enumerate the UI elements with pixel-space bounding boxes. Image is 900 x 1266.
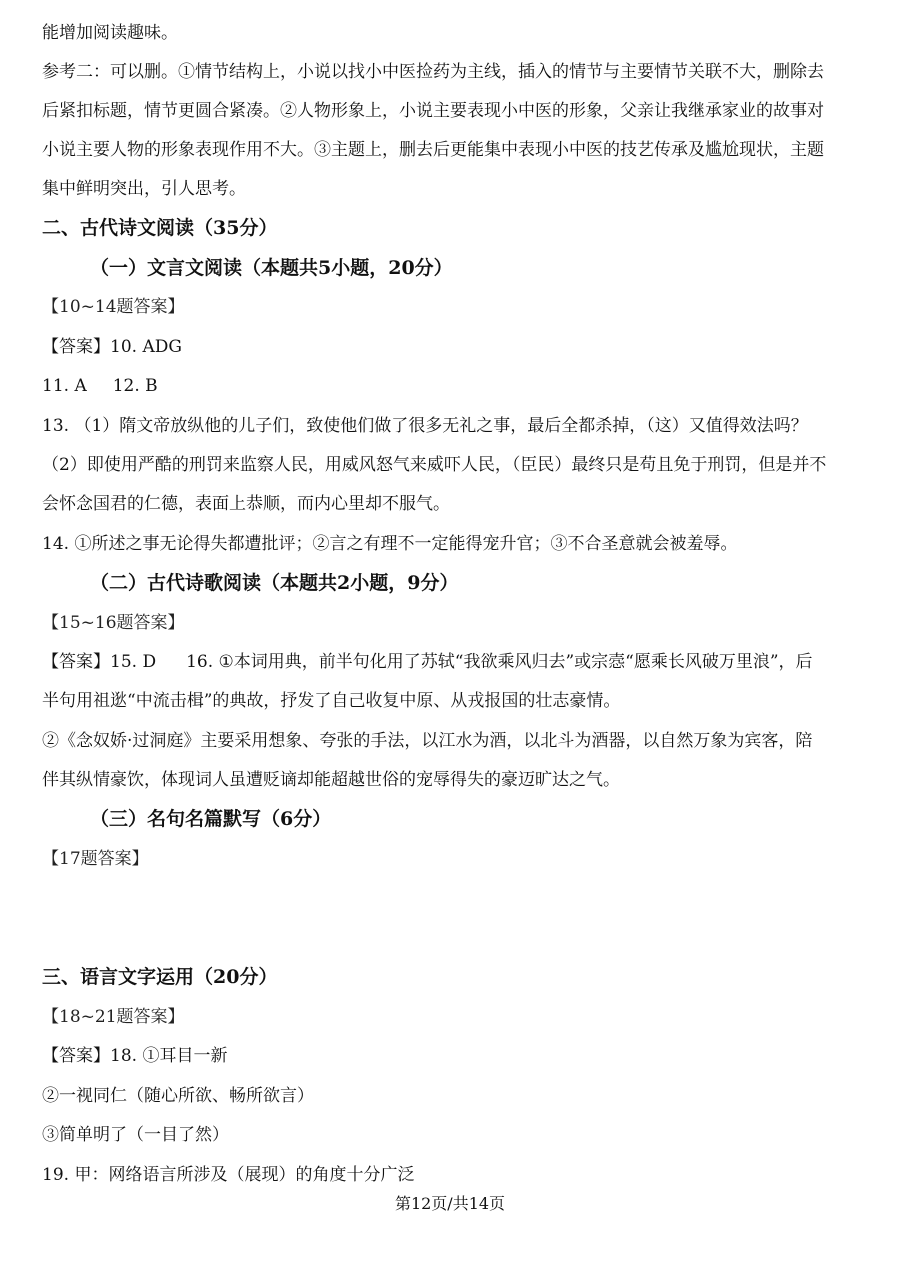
answer-line: 19. 甲：网络语言所涉及（展现）的角度十分广泛	[42, 1165, 415, 1185]
answer-16: 16. ①本词用典，前半句化用了苏轼“我欲乘风归去”或宗悫“愿乘长风破万里浪”，后	[186, 652, 813, 672]
answer-11: 11. A	[42, 376, 87, 396]
subsection-heading: （三）名句名篇默写（6分）	[90, 808, 332, 830]
text-line: 能增加阅读趣味。	[42, 23, 178, 43]
page-number: 第12页/共14页	[394, 1194, 506, 1213]
answer-line: （2）即使用严酷的刑罚来监察人民，用威风怒气来威吓人民，（臣民）最终只是苟且免于刑罚，但是并不	[42, 455, 827, 475]
answer-line	[42, 651, 868, 673]
answer-line: 【答案】10. ADG	[42, 337, 182, 357]
answer-line: ②一视同仁（随心所欲、畅所欲言）	[42, 1086, 314, 1106]
question-label: 【10~14题答案】	[42, 297, 185, 317]
subsection-heading: （二）古代诗歌阅读（本题共2小题，9分）	[90, 572, 459, 594]
section-heading: 二、古代诗文阅读（35分）	[42, 217, 278, 239]
answer-line: 半句用祖逖“中流击楫”的典故，抒发了自己收复中原、从戎报国的壮志豪情。	[42, 691, 621, 711]
answer-15: 【答案】15. D	[42, 652, 157, 672]
answer-line: ③简单明了（一目了然）	[42, 1125, 229, 1145]
text-line: 集中鲜明突出，引人思考。	[42, 179, 246, 199]
question-label: 【18~21题答案】	[42, 1007, 185, 1027]
text-line: 参考二：可以删。①情节结构上，小说以找小中医捡药为主线，插入的情节与主要情节关联不大，删除去	[42, 62, 824, 82]
answer-line: 13. （1）隋文帝放纵他的儿子们，致使他们做了很多无礼之事，最后全都杀掉，（这）又值得效法吗？	[42, 416, 808, 436]
answer-line	[42, 375, 868, 397]
answer-line: ②《念奴娇·过洞庭》主要采用想象、夸张的手法，以江水为酒，以北斗为酒器，以自然万象为宾客，陪	[42, 731, 813, 751]
answer-line: 14. ①所述之事无论得失都遭批评；②言之有理不一定能得宠升官；③不合圣意就会被羞辱。	[42, 534, 738, 554]
subsection-heading: （一）文言文阅读（本题共5小题，20分）	[90, 257, 453, 279]
section-heading: 三、语言文字运用（20分）	[42, 966, 278, 988]
answer-12: 12. B	[112, 376, 158, 396]
answer-line: 【答案】18. ①耳目一新	[42, 1046, 228, 1066]
question-label: 【15~16题答案】	[42, 613, 185, 633]
question-label: 【17题答案】	[42, 849, 149, 869]
text-line: 后紧扣标题，情节更圆合紧凑。②人物形象上，小说主要表现小中医的形象，父亲让我继承家业的故事对	[42, 101, 824, 121]
text-line: 小说主要人物的形象表现作用不大。③主题上，删去后更能集中表现小中医的技艺传承及尴尬现状，主题	[42, 140, 824, 160]
answer-line: 会怀念国君的仁德，表面上恭顺，而内心里却不服气。	[42, 494, 450, 514]
answer-line: 伴其纵情豪饮，体现词人虽遭贬谪却能超越世俗的宠辱得失的豪迈旷达之气。	[42, 770, 620, 790]
